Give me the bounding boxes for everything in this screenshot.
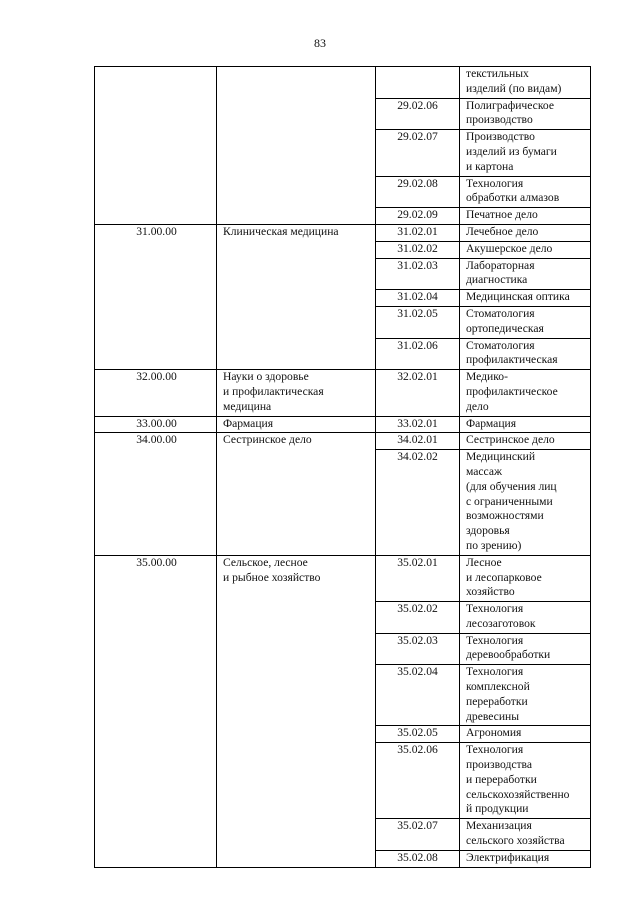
specialty-code-cell: 31.02.06 — [376, 338, 460, 370]
table-row — [95, 224, 591, 241]
specialty-code-cell: 35.02.01 — [376, 555, 460, 601]
specialty-name-cell: Технология производства и переработки сельскохозяйственно й продукции — [460, 743, 591, 819]
specialty-code-cell: 35.02.07 — [376, 819, 460, 851]
group-code-cell: 33.00.00 — [95, 416, 217, 433]
table-row — [95, 555, 591, 601]
group-name-cell: Науки о здоровье и профилактическая медицина — [217, 370, 376, 416]
group-code-cell: 34.00.00 — [95, 433, 217, 555]
specialty-code-cell: 35.02.02 — [376, 602, 460, 634]
specialty-name-cell: Технология обработки алмазов — [460, 176, 591, 208]
specialty-name-cell: Медицинская оптика — [460, 290, 591, 307]
specialty-name-cell: Технология комплексной переработки древесины — [460, 665, 591, 726]
specialty-name-cell: Лабораторная диагностика — [460, 258, 591, 290]
specialty-code-cell — [376, 67, 460, 99]
specialty-code-cell: 32.02.01 — [376, 370, 460, 416]
specialty-code-cell: 34.02.02 — [376, 450, 460, 556]
specialty-name-cell: Производство изделий из бумаги и картона — [460, 130, 591, 176]
specialty-code-cell: 35.02.08 — [376, 850, 460, 867]
specialty-name-cell: Лечебное дело — [460, 224, 591, 241]
specialties-table — [94, 66, 591, 868]
specialty-name-cell: Стоматология ортопедическая — [460, 306, 591, 338]
specialty-code-cell: 31.02.04 — [376, 290, 460, 307]
specialty-code-cell: 31.02.02 — [376, 241, 460, 258]
specialty-name-cell: Технология лесозаготовок — [460, 602, 591, 634]
specialty-name-cell: Стоматология профилактическая — [460, 338, 591, 370]
group-code-cell — [95, 67, 217, 225]
group-name-cell: Сельское, лесное и рыбное хозяйство — [217, 555, 376, 867]
specialty-name-cell: Технология деревообработки — [460, 633, 591, 665]
table-row — [95, 370, 591, 416]
table-row — [95, 416, 591, 433]
specialty-code-cell: 34.02.01 — [376, 433, 460, 450]
specialty-name-cell: Агрономия — [460, 726, 591, 743]
specialty-code-cell: 33.02.01 — [376, 416, 460, 433]
specialty-code-cell: 31.02.05 — [376, 306, 460, 338]
specialty-name-cell: Сестринское дело — [460, 433, 591, 450]
specialty-code-cell: 29.02.07 — [376, 130, 460, 176]
group-name-cell: Клиническая медицина — [217, 224, 376, 369]
group-name-cell: Фармация — [217, 416, 376, 433]
specialty-name-cell: Фармация — [460, 416, 591, 433]
specialty-name-cell: Лесное и лесопарковое хозяйство — [460, 555, 591, 601]
specialty-name-cell: Медицинский массаж (для обучения лиц с ограниченными возможностями здоровья по зрению) — [460, 450, 591, 556]
specialty-name-cell: Электрификация — [460, 850, 591, 867]
specialty-name-cell: Механизация сельского хозяйства — [460, 819, 591, 851]
group-code-cell: 32.00.00 — [95, 370, 217, 416]
table-row — [95, 433, 591, 450]
specialty-name-cell: Полиграфическое производство — [460, 98, 591, 130]
specialty-name-cell: Медико- профилактическое дело — [460, 370, 591, 416]
specialty-name-cell: текстильных изделий (по видам) — [460, 67, 591, 99]
group-code-cell: 35.00.00 — [95, 555, 217, 867]
specialty-code-cell: 29.02.08 — [376, 176, 460, 208]
specialty-code-cell: 35.02.04 — [376, 665, 460, 726]
specialty-code-cell: 35.02.03 — [376, 633, 460, 665]
specialty-code-cell: 31.02.03 — [376, 258, 460, 290]
group-name-cell: Сестринское дело — [217, 433, 376, 555]
group-code-cell: 31.00.00 — [95, 224, 217, 369]
group-name-cell — [217, 67, 376, 225]
table-row — [95, 67, 591, 99]
specialty-code-cell: 29.02.09 — [376, 208, 460, 225]
specialty-code-cell: 35.02.05 — [376, 726, 460, 743]
specialty-code-cell: 35.02.06 — [376, 743, 460, 819]
specialty-name-cell: Акушерское дело — [460, 241, 591, 258]
specialty-name-cell: Печатное дело — [460, 208, 591, 225]
specialty-code-cell: 31.02.01 — [376, 224, 460, 241]
page-number: 83 — [314, 36, 326, 50]
specialty-code-cell: 29.02.06 — [376, 98, 460, 130]
